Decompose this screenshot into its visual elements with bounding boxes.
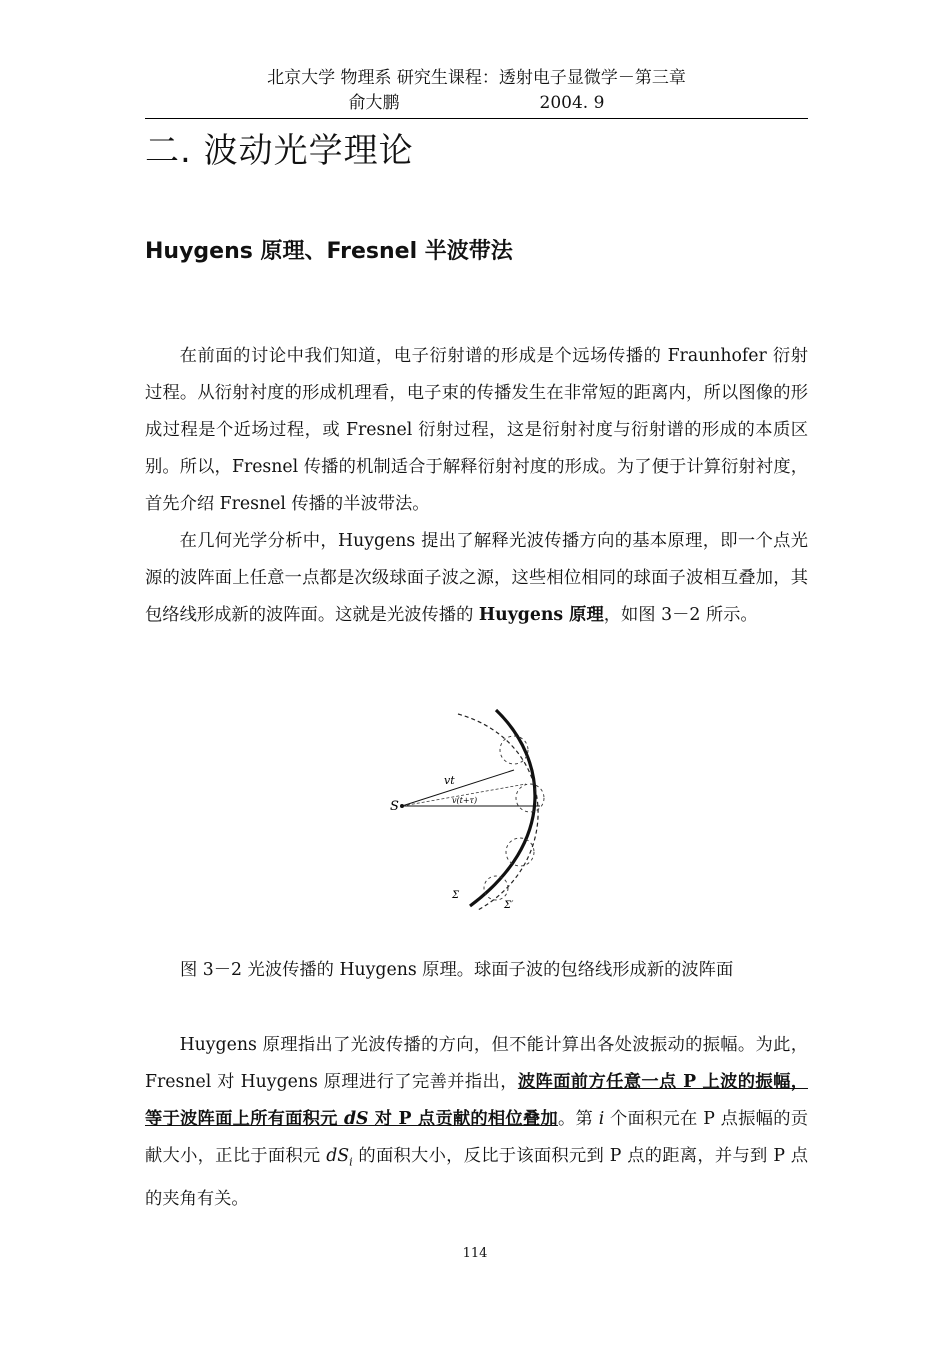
wavelet-2 <box>516 784 544 812</box>
header-author-date <box>145 91 808 116</box>
p3-em-ds: dS <box>343 1108 369 1129</box>
section-title: 二. 波动光学理论 <box>145 131 414 171</box>
p3-text-d: 的面积大小，反比于该面积元到 P 点的距离，并与到 P 点的夹角有关。 <box>145 1145 808 1210</box>
paragraph-huygens-tail: ，如图 3－2 所示。 <box>603 604 758 625</box>
label-sigma-prime: Σ′ <box>504 900 514 911</box>
paragraph-huygens <box>145 523 808 634</box>
wavefront-sigma <box>470 710 535 906</box>
label-s: S <box>390 799 399 814</box>
header-author: 俞大鹏 <box>348 93 400 113</box>
p3-text-c: 个面积元在 P 点振幅的贡献大小，正比于面积元 <box>145 1108 809 1166</box>
header-rule <box>145 118 808 119</box>
label-vt: vt <box>444 774 455 787</box>
paragraph-fresnel-intro: 在前面的讨论中我们知道，电子衍射谱的形成是个远场传播的 Fraunhofer 衍射过程。从衍射衬度的形成机理看，电子束的传播发生在非常短的距离内，所以图像的形成过程是个近场过程，或 Fresnel 衍射过程，这是衍射衬度与衍射谱的形成的本质区别。所以，Fresnel 传播的机制适合于解释衍射衬度的形成。为了便于计算衍射衬度，首先介绍 Fresnel 传播的半波带法。 <box>145 346 808 514</box>
p3-dsi-sub: i <box>349 1155 353 1169</box>
p3-text-b: 。第 <box>557 1108 599 1129</box>
subsection-title: Huygens 原理、Fresnel 半波带法 <box>145 239 513 264</box>
header-date: 2004. 9 <box>539 93 605 113</box>
label-vt-tau: v(t+τ) <box>452 796 478 805</box>
label-sigma: Σ <box>452 890 460 901</box>
page-number: 114 <box>462 1246 488 1261</box>
p3-em-1: 波阵面前方任意一点 P 上波的振幅，等于波阵面上所有面积元 <box>145 1071 808 1129</box>
huygens-principle-term: Huygens 原理 <box>478 604 604 625</box>
figure-caption: 图 3－2 光波传播的 Huygens 原理。球面子波的包络线形成新的波阵面 <box>180 960 734 980</box>
paragraph-huygens-text: 在几何光学分析中，Huygens 提出了解释光波传播方向的基本原理，即一个点光源的波阵面上任意一点都是次级球面子波之源，这些相位相同的球面子波相互叠加，其包络线形成新的波阵面。这就是光波传播的 <box>145 531 808 625</box>
p3-index-i: i <box>598 1108 605 1129</box>
p3-text-a: Huygens 原理指出了光波传播的方向，但不能计算出各处波振动的振幅。为此，Fresnel 对 Huygens 原理进行了完善并指出， <box>145 1035 808 1092</box>
huygens-figure <box>388 702 548 916</box>
p3-em-2: 对 P 点贡献的相位叠加 <box>368 1108 558 1129</box>
point-source <box>400 804 404 808</box>
wavelet-4 <box>484 876 508 900</box>
page-header <box>145 66 808 116</box>
header-course-line: 北京大学 物理系 研究生课程：透射电子显微学－第三章 <box>267 68 686 88</box>
paragraph-fresnel-huygens <box>145 1027 808 1218</box>
huygens-diagram <box>388 702 548 916</box>
p3-dsi: dS <box>326 1145 350 1166</box>
